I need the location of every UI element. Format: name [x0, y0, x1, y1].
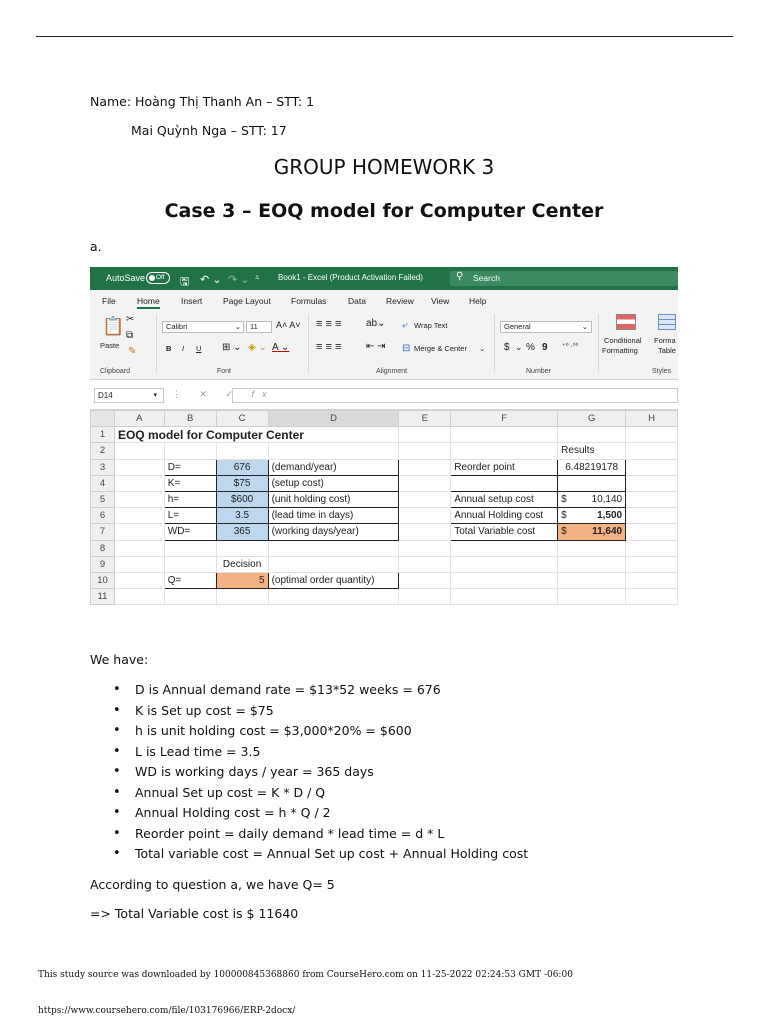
param-label-cell[interactable]: D=: [164, 459, 216, 475]
tab-home[interactable]: Home: [137, 296, 160, 309]
param-label-cell[interactable]: L=: [164, 508, 216, 524]
fill-color-icon[interactable]: ◈ ⌄: [248, 342, 267, 353]
wrap-text-icon[interactable]: ⤶: [402, 320, 408, 331]
column-header[interactable]: G: [558, 411, 626, 427]
param-value-cell[interactable]: 676: [216, 459, 268, 475]
divider: [494, 314, 495, 372]
we-have-label: We have:: [90, 652, 149, 667]
according-text: According to question a, we have Q= 5: [90, 877, 335, 892]
result-value-cell[interactable]: [558, 475, 626, 491]
cell[interactable]: [626, 524, 678, 540]
results-header-cell[interactable]: Results: [558, 443, 626, 459]
row-header[interactable]: 6: [91, 508, 115, 524]
group-number: Number: [526, 368, 551, 375]
row-header[interactable]: 3: [91, 459, 115, 475]
list-item: • Reorder point = daily demand * lead time = d * L: [113, 826, 528, 847]
cell[interactable]: [626, 540, 678, 556]
result-label-cell[interactable]: Annual Holding cost: [451, 508, 558, 524]
cell[interactable]: [451, 540, 558, 556]
group-clipboard: Clipboard: [100, 368, 130, 375]
param-desc-cell[interactable]: (setup cost): [268, 475, 399, 491]
borders-icon[interactable]: ⊞ ⌄: [222, 342, 242, 353]
italic-button[interactable]: I: [182, 344, 185, 353]
paste-label[interactable]: Paste: [100, 341, 120, 350]
percent-button[interactable]: %: [526, 342, 535, 353]
cell[interactable]: [451, 589, 558, 605]
cell[interactable]: [114, 589, 164, 605]
cell[interactable]: [114, 443, 164, 459]
ribbon: [90, 310, 678, 380]
conditional-label-2[interactable]: Formatting: [602, 346, 638, 355]
column-header[interactable]: A: [114, 411, 164, 427]
redo-icon[interactable]: ↷ ⌄: [228, 274, 250, 286]
conditional-formatting-icon[interactable]: [616, 314, 636, 330]
cell[interactable]: [268, 556, 399, 572]
cell[interactable]: [558, 556, 626, 572]
format-table-label-1[interactable]: Forma: [654, 336, 676, 345]
part-label: a.: [90, 239, 102, 254]
cell[interactable]: [626, 443, 678, 459]
cell[interactable]: [114, 491, 164, 507]
bold-button[interactable]: B: [166, 344, 172, 353]
cell[interactable]: [558, 427, 626, 443]
q-desc-cell[interactable]: (optimal order quantity): [268, 572, 399, 588]
formula-bar-row: [90, 380, 678, 410]
font-size-select[interactable]: 11: [246, 321, 272, 333]
workbook-title: Book1 - Excel (Product Activation Failed): [278, 273, 423, 282]
cell[interactable]: [399, 508, 451, 524]
row-header[interactable]: 8: [91, 540, 115, 556]
conditional-label-1[interactable]: Conditional: [604, 336, 642, 345]
result-label-cell[interactable]: Annual setup cost: [451, 491, 558, 507]
chevron-down-icon: ⌄: [234, 322, 241, 331]
cell[interactable]: [626, 556, 678, 572]
cell[interactable]: [399, 491, 451, 507]
list-item: • L is Lead time = 3.5: [113, 744, 528, 765]
undo-icon[interactable]: ↶ ⌄: [200, 274, 222, 286]
cell[interactable]: [114, 459, 164, 475]
result-value-cell[interactable]: $ 10,140: [558, 491, 626, 507]
merge-icon[interactable]: ⊟: [402, 343, 411, 354]
tab-review[interactable]: Review: [386, 296, 414, 306]
cell[interactable]: [164, 443, 216, 459]
cell[interactable]: [558, 572, 626, 588]
cut-icon[interactable]: ✂: [126, 314, 135, 325]
param-label-cell[interactable]: h=: [164, 491, 216, 507]
spreadsheet-grid: [90, 410, 678, 605]
cell[interactable]: [399, 572, 451, 588]
select-all-corner[interactable]: [91, 411, 115, 427]
list-item: • K is Set up cost = $75: [113, 703, 528, 724]
group-font: Font: [217, 368, 232, 375]
param-label-cell[interactable]: WD=: [164, 524, 216, 540]
cell[interactable]: [626, 475, 678, 491]
cell[interactable]: [626, 508, 678, 524]
cell[interactable]: [451, 443, 558, 459]
row-header[interactable]: 5: [91, 491, 115, 507]
indent-icon[interactable]: ⇤ ⇥: [366, 341, 386, 352]
align-top-icon[interactable]: ≡ ≡ ≡: [316, 318, 342, 330]
comma-button[interactable]: 9: [542, 342, 548, 353]
decision-header-cell[interactable]: Decision: [216, 556, 268, 572]
param-value-cell[interactable]: $75: [216, 475, 268, 491]
row-header[interactable]: 9: [91, 556, 115, 572]
result-value-cell[interactable]: $ 1,500: [558, 508, 626, 524]
group-alignment: Alignment: [376, 368, 408, 375]
student-name-2: Mai Quỳnh Nga – STT: 17: [131, 123, 287, 138]
sheet-title-cell[interactable]: EOQ model for Computer Center: [114, 427, 399, 443]
name-box[interactable]: D14 ▾: [94, 388, 164, 403]
param-desc-cell[interactable]: (lead time in days): [268, 508, 399, 524]
format-painter-icon[interactable]: ✎: [128, 346, 137, 357]
format-table-icon[interactable]: [658, 314, 676, 330]
q-value-cell[interactable]: 5: [216, 572, 268, 588]
cell[interactable]: [399, 556, 451, 572]
cell[interactable]: [164, 540, 216, 556]
formula-input[interactable]: [232, 388, 678, 403]
formula-icons: ⋮ ✕ ✓ fx: [172, 389, 275, 399]
wrap-text-button[interactable]: Wrap Text: [414, 321, 448, 330]
cell[interactable]: [216, 443, 268, 459]
paste-icon[interactable]: 📋: [102, 316, 125, 336]
chevron-down-icon: ⌄: [581, 322, 588, 331]
cell[interactable]: [399, 540, 451, 556]
definitions-list: [113, 682, 528, 867]
tab-view[interactable]: View: [431, 296, 450, 306]
cell[interactable]: [114, 524, 164, 540]
list-item: • h is unit holding cost = $3,000*20% = $600: [113, 723, 528, 744]
param-label-cell[interactable]: K=: [164, 475, 216, 491]
list-item: • Annual Holding cost = h * Q / 2: [113, 805, 528, 826]
q-label-cell[interactable]: Q=: [164, 572, 216, 588]
cell[interactable]: [451, 427, 558, 443]
row-header[interactable]: 4: [91, 475, 115, 491]
param-desc-cell[interactable]: (working days/year): [268, 524, 399, 540]
format-table-label-2[interactable]: Table: [658, 346, 676, 355]
cell[interactable]: [216, 589, 268, 605]
param-desc-cell[interactable]: (unit holding cost): [268, 491, 399, 507]
document-title: GROUP HOMEWORK 3: [273, 155, 495, 179]
result-label-cell[interactable]: Total Variable cost: [451, 524, 558, 540]
cell[interactable]: [626, 572, 678, 588]
column-header[interactable]: H: [626, 411, 678, 427]
param-value-cell[interactable]: 3.5: [216, 508, 268, 524]
tab-insert[interactable]: Insert: [181, 296, 203, 306]
tab-page-layout[interactable]: Page Layout: [223, 296, 271, 306]
top-rule: [36, 36, 733, 37]
param-value-cell[interactable]: $600: [216, 491, 268, 507]
customize-icon[interactable]: ⩡: [255, 273, 260, 282]
cell[interactable]: [268, 540, 399, 556]
decimal-icon[interactable]: ⁺⁰ ·⁰⁰: [562, 343, 579, 350]
grow-font-icon[interactable]: A˄ A˅: [276, 320, 301, 330]
cell[interactable]: [451, 572, 558, 588]
case-title: Case 3 – EOQ model for Computer Center: [164, 200, 604, 222]
cell[interactable]: [558, 589, 626, 605]
save-icon[interactable]: 🖫: [180, 276, 190, 288]
cell[interactable]: [399, 475, 451, 491]
list-item: • Annual Set up cost = K * D / Q: [113, 785, 528, 806]
cell[interactable]: [114, 475, 164, 491]
param-desc-cell[interactable]: (demand/year): [268, 459, 399, 475]
result-value-cell[interactable]: 6.48219178: [558, 459, 626, 475]
cell[interactable]: [626, 491, 678, 507]
tab-help[interactable]: Help: [469, 296, 487, 306]
result-label-cell[interactable]: [451, 475, 558, 491]
cell[interactable]: [114, 572, 164, 588]
ribbon-tabs: [90, 290, 678, 310]
divider: [598, 314, 599, 372]
divider: [156, 314, 157, 372]
chevron-down-icon: ⌄: [515, 342, 523, 352]
column-header[interactable]: C: [216, 411, 268, 427]
row-header[interactable]: 2: [91, 443, 115, 459]
row-header[interactable]: 11: [91, 589, 115, 605]
result-text: => Total Variable cost is $ 11640: [90, 906, 299, 921]
row-header[interactable]: 1: [91, 427, 115, 443]
row-header[interactable]: 7: [91, 524, 115, 540]
search-placeholder: Search: [473, 273, 500, 283]
autosave-toggle[interactable]: Off: [146, 272, 170, 284]
cell[interactable]: [114, 556, 164, 572]
cell[interactable]: [268, 443, 399, 459]
currency-button[interactable]: $: [504, 342, 510, 353]
cell[interactable]: [399, 459, 451, 475]
cell[interactable]: [451, 556, 558, 572]
autosave-label: AutoSave: [106, 273, 146, 283]
cell[interactable]: [114, 508, 164, 524]
chevron-down-icon: ⌄: [479, 344, 486, 353]
cell[interactable]: [558, 540, 626, 556]
cell[interactable]: [399, 427, 451, 443]
number-format-select[interactable]: General ⌄: [500, 321, 592, 333]
cell[interactable]: [268, 589, 399, 605]
group-styles: Styles: [652, 368, 672, 375]
align-left-icon[interactable]: ≡ ≡ ≡: [316, 341, 342, 353]
column-header[interactable]: B: [164, 411, 216, 427]
result-value-cell[interactable]: $ 11,640: [558, 524, 626, 540]
param-value-cell[interactable]: 365: [216, 524, 268, 540]
excel-title-bar: [90, 267, 678, 290]
cell[interactable]: [399, 524, 451, 540]
cell[interactable]: [164, 589, 216, 605]
tab-file[interactable]: File: [102, 296, 116, 306]
divider: [308, 314, 309, 372]
cell[interactable]: [216, 540, 268, 556]
excel-screenshot: [90, 267, 678, 619]
tab-data[interactable]: Data: [348, 296, 366, 306]
merge-center-button[interactable]: Merge & Center: [414, 344, 467, 353]
search-icon: ⚲: [456, 271, 464, 282]
search-box[interactable]: [450, 271, 678, 286]
orientation-icon[interactable]: ab⌄: [366, 318, 386, 329]
font-color-icon[interactable]: A ⌄: [272, 342, 290, 353]
column-header[interactable]: F: [451, 411, 558, 427]
footer-source: This study source was downloaded by 100000845368860 from CourseHero.com on 11-25-2022 02:24:53 GMT -06:00: [38, 970, 573, 980]
column-header[interactable]: E: [399, 411, 451, 427]
footer-url[interactable]: https://www.coursehero.com/file/103176966/ERP-2docx/: [38, 1006, 296, 1016]
underline-button[interactable]: U: [196, 344, 202, 353]
cell[interactable]: [626, 427, 678, 443]
tab-formulas[interactable]: Formulas: [291, 296, 327, 306]
student-name-1: Name: Hoàng Thị Thanh An – STT: 1: [90, 94, 315, 109]
cell[interactable]: [626, 589, 678, 605]
list-item: • Total variable cost = Annual Set up cost + Annual Holding cost: [113, 846, 528, 867]
cell[interactable]: [399, 443, 451, 459]
column-header[interactable]: D: [268, 411, 399, 427]
font-name-select[interactable]: Calibri ⌄: [162, 321, 244, 333]
cell[interactable]: [626, 459, 678, 475]
result-label-cell[interactable]: Reorder point: [451, 459, 558, 475]
cell[interactable]: [399, 589, 451, 605]
cell[interactable]: [164, 556, 216, 572]
list-item: • WD is working days / year = 365 days: [113, 764, 528, 785]
chevron-down-icon: ▾: [153, 392, 157, 399]
list-item: • D is Annual demand rate = $13*52 weeks = 676: [113, 682, 528, 703]
copy-icon[interactable]: ⧉: [126, 330, 134, 341]
cell[interactable]: [114, 540, 164, 556]
row-header[interactable]: 10: [91, 572, 115, 588]
